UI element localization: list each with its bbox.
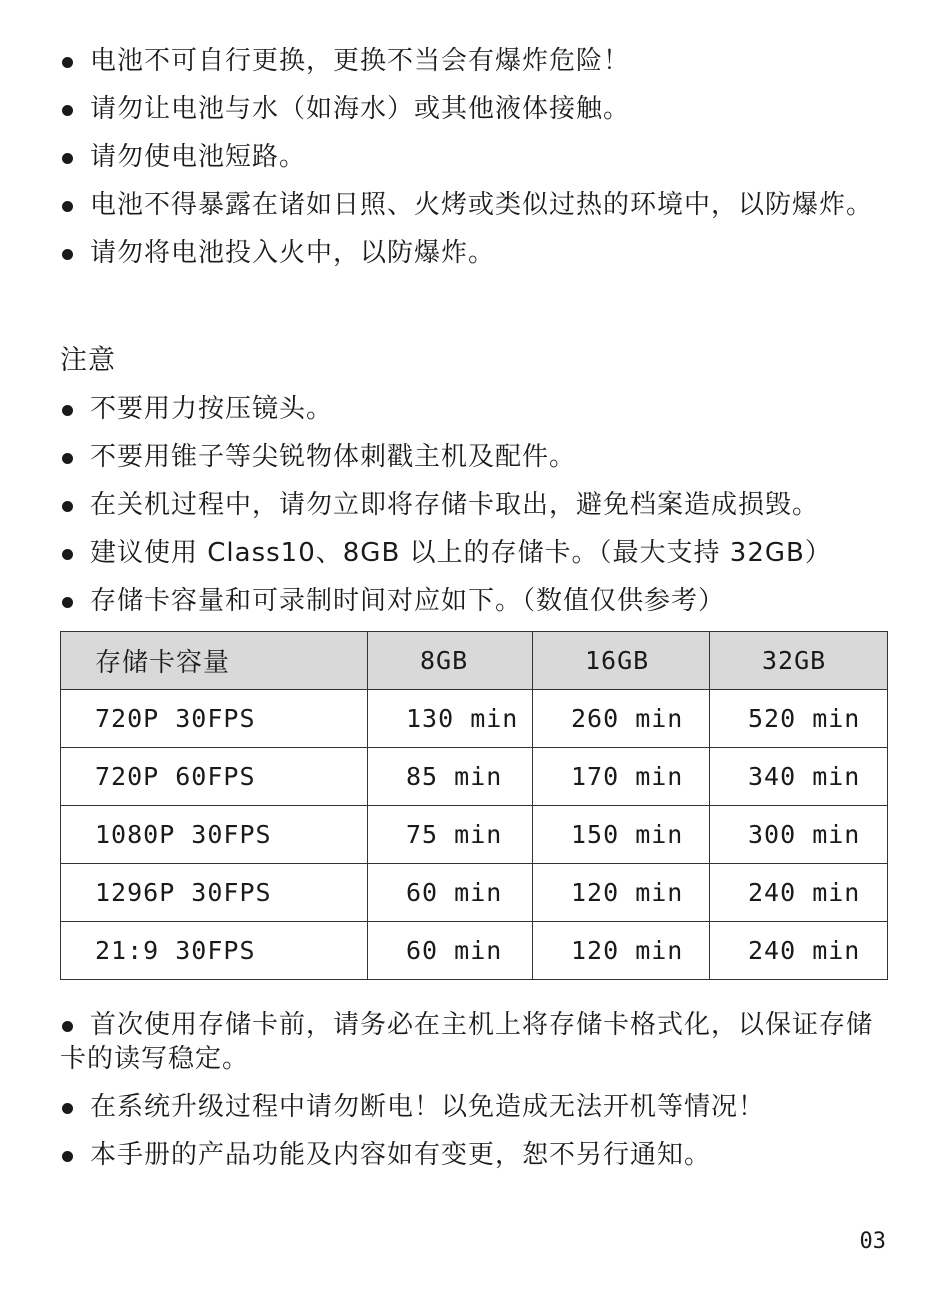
table-cell: 120 min xyxy=(533,864,710,922)
note-item: 本手册的产品功能及内容如有变更，恕不另行通知。 xyxy=(60,1138,888,1172)
table-cell: 1080P 30FPS xyxy=(61,806,368,864)
table-cell: 720P 30FPS xyxy=(61,690,368,748)
note-item: 在系统升级过程中请勿断电！以免造成无法开机等情况！ xyxy=(60,1090,888,1124)
table-cell: 340 min xyxy=(710,748,888,806)
table-row xyxy=(61,922,888,980)
note-item: 首次使用存储卡前，请务必在主机上将存储卡格式化，以保证存储卡的读写稳定。 xyxy=(60,1010,874,1074)
table-cell: 520 min xyxy=(710,690,888,748)
table-cell: 150 min xyxy=(533,806,710,864)
table-cell: 120 min xyxy=(533,922,710,980)
warning-item: 电池不可自行更换，更换不当会有爆炸危险！ xyxy=(60,44,888,78)
table-header-cell: 32GB xyxy=(710,632,888,690)
table-cell: 720P 60FPS xyxy=(61,748,368,806)
caution-list xyxy=(60,392,888,618)
warning-item: 请勿让电池与水（如海水）或其他液体接触。 xyxy=(60,92,888,126)
caution-heading: 注意 xyxy=(60,345,116,376)
table-cell: 21:9 30FPS xyxy=(61,922,368,980)
table-cell: 170 min xyxy=(533,748,710,806)
caution-item: 存储卡容量和可录制时间对应如下。（数值仅供参考） xyxy=(60,584,888,618)
table-row xyxy=(61,806,888,864)
table-row xyxy=(61,690,888,748)
bullet-dot xyxy=(62,501,73,512)
page-number: 03 xyxy=(859,1229,886,1254)
warning-item: 电池不得暴露在诸如日照、火烤或类似过热的环境中，以防爆炸。 xyxy=(60,188,888,222)
bullet-dot xyxy=(62,1151,73,1162)
bullet-dot xyxy=(62,597,73,608)
storage-capacity-table xyxy=(60,631,888,980)
notes-list xyxy=(60,1008,888,1172)
caution-item: 不要用锥子等尖锐物体刺戳主机及配件。 xyxy=(60,440,888,474)
bullet-dot xyxy=(62,1103,73,1114)
bullet-dot xyxy=(62,549,73,560)
table-cell: 60 min xyxy=(368,922,533,980)
table-cell: 1296P 30FPS xyxy=(61,864,368,922)
bullet-dot xyxy=(62,405,73,416)
bullet-dot xyxy=(62,453,73,464)
bullet-dot xyxy=(62,1021,73,1032)
table-header-cell: 存储卡容量 xyxy=(61,632,368,690)
bullet-dot xyxy=(62,201,73,212)
table-header-row xyxy=(61,632,888,690)
table-cell: 85 min xyxy=(368,748,533,806)
battery-warnings xyxy=(60,44,888,270)
warning-item: 请勿将电池投入火中，以防爆炸。 xyxy=(60,236,888,270)
table-cell: 260 min xyxy=(533,690,710,748)
table-header-cell: 16GB xyxy=(533,632,710,690)
bullet-dot xyxy=(62,153,73,164)
bullet-dot xyxy=(62,105,73,116)
table-cell: 240 min xyxy=(710,922,888,980)
bullet-dot xyxy=(62,249,73,260)
table-row xyxy=(61,748,888,806)
table-cell: 60 min xyxy=(368,864,533,922)
table-cell: 240 min xyxy=(710,864,888,922)
table-cell: 130 min xyxy=(368,690,533,748)
bullet-dot xyxy=(62,57,73,68)
warning-item: 请勿使电池短路。 xyxy=(60,140,888,174)
caution-item: 不要用力按压镜头。 xyxy=(60,392,888,426)
caution-item: 在关机过程中，请勿立即将存储卡取出，避免档案造成损毁。 xyxy=(60,488,888,522)
caution-item: 建议使用 Class10、8GB 以上的存储卡。（最大支持 32GB） xyxy=(60,536,888,570)
table-row xyxy=(61,864,888,922)
table-header-cell: 8GB xyxy=(368,632,533,690)
table-cell: 300 min xyxy=(710,806,888,864)
table-cell: 75 min xyxy=(368,806,533,864)
